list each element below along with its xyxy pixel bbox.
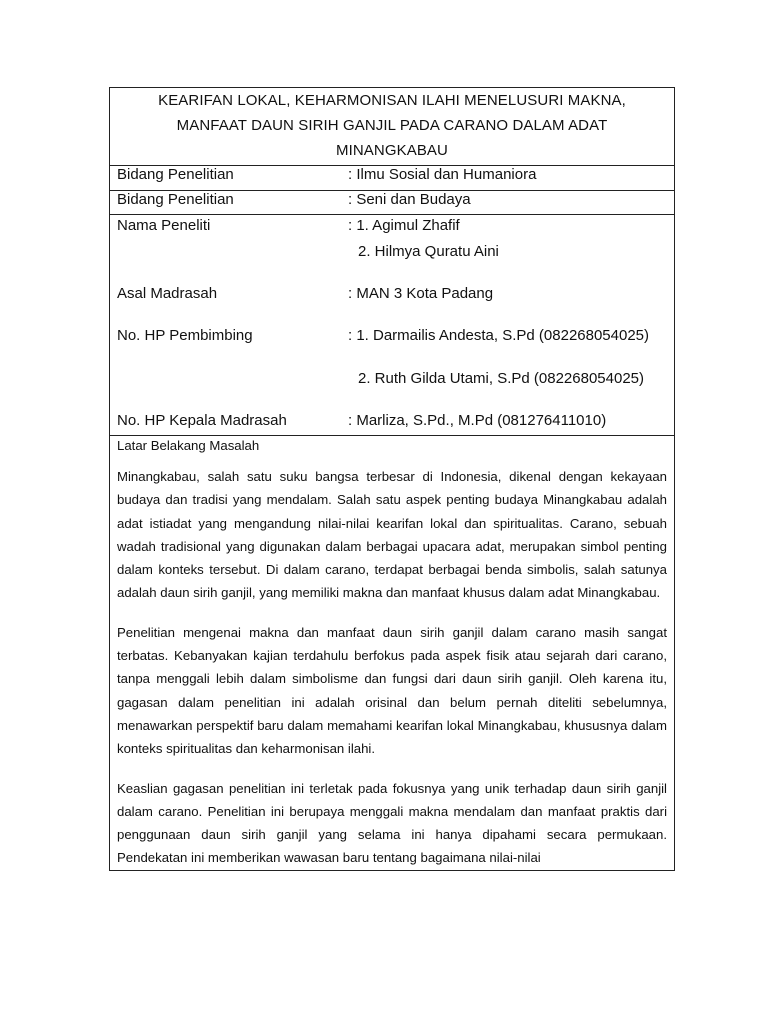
background-section — [110, 436, 674, 870]
asal-madrasah-label: Asal Madrasah — [117, 285, 218, 302]
bidang-label: Bidang Penelitian — [117, 166, 234, 183]
paragraph: Minangkabau, salah satu suku bangsa terbesar di Indonesia, dikenal dengan kekayaan budaya dan tradisi yang mendalam. Salah satu aspek penting budaya Minangkabau adalah adat istiadat yang mengandung nilai-nilai kearifan lokal dan spiritualitas. Carano, sebuah wadah tradisional yang digunakan dalam berbagai upacara adat, merupakan simbol penting dalam konteks tersebut. Di dalam carano, terdapat berbagai benda simbolis, salah satunya adalah daun sirih ganjil, yang memiliki makna dan manfaat khusus dalam adat Minangkabau. — [117, 469, 667, 601]
paragraph-gap — [117, 605, 667, 621]
nama-peneliti-label: Nama Peneliti — [117, 217, 211, 234]
hp-kepala-value: : Marliza, S.Pd., M.Pd (081276411010) — [348, 412, 607, 429]
asal-madrasah-value: : MAN 3 Kota Padang — [348, 285, 494, 302]
title-cell — [110, 88, 674, 166]
document-table — [109, 87, 675, 871]
paragraph-gap — [117, 761, 667, 777]
bidang-label: Bidang Penelitian — [117, 191, 234, 208]
info-row-bidang-2 — [110, 191, 674, 215]
nama-peneliti-value-1: : 1. Agimul Zhafif — [348, 217, 460, 234]
info-row-bidang-1 — [110, 166, 674, 191]
section-heading: Latar Belakang Masalah — [117, 438, 260, 453]
title-line-1: KEARIFAN LOKAL, KEHARMONISAN ILAHI MENELUSURI MAKNA, — [158, 92, 626, 109]
info-block — [110, 166, 674, 436]
title-line-3: MINANGKABAU — [336, 142, 448, 159]
nama-peneliti-value-2: 2. Hilmya Quratu Aini — [358, 243, 499, 260]
hp-pembimbing-label: No. HP Pembimbing — [117, 327, 253, 344]
hp-pembimbing-value-2: 2. Ruth Gilda Utami, S.Pd (082268054025) — [358, 370, 645, 387]
paragraph: Keaslian gagasan penelitian ini terletak pada fokusnya yang unik terhadap daun sirih ganjil dalam carano. Penelitian ini berupaya menggali makna mendalam dan manfaat praktis dari penggunaan daun sirih ganjil yang selama ini hanya dipahami secara permukaan. Pendekatan ini memberikan wawasan baru tentang bagaimana nilai-nilai — [117, 780, 667, 866]
hp-kepala-label: No. HP Kepala Madrasah — [117, 412, 287, 429]
bidang-value: : Seni dan Budaya — [348, 191, 471, 208]
hp-pembimbing-value-1: : 1. Darmailis Andesta, S.Pd (082268054025) — [348, 327, 650, 344]
info-row-researchers — [110, 215, 674, 436]
paragraph: Penelitian mengenai makna dan manfaat daun sirih ganjil dalam carano masih sangat terbatas. Kebanyakan kajian terdahulu berfokus pada aspek fisik atau sejarah dari carano, tanpa menggali lebih dalam simbolisme dan fungsi dari daun sirih ganjil. Oleh karena itu, gagasan dalam penelitian ini adalah orisinal dan belum pernah diteliti sebelumnya, menawarkan perspektif baru dalam memahami kearifan lokal Minangkabau, khususnya dalam konteks spiritualitas dan keharmonisan ilahi. — [117, 624, 667, 757]
bidang-value: : Ilmu Sosial dan Humaniora — [348, 166, 537, 183]
title-line-2: MANFAAT DAUN SIRIH GANJIL PADA CARANO DALAM ADAT — [176, 117, 608, 134]
